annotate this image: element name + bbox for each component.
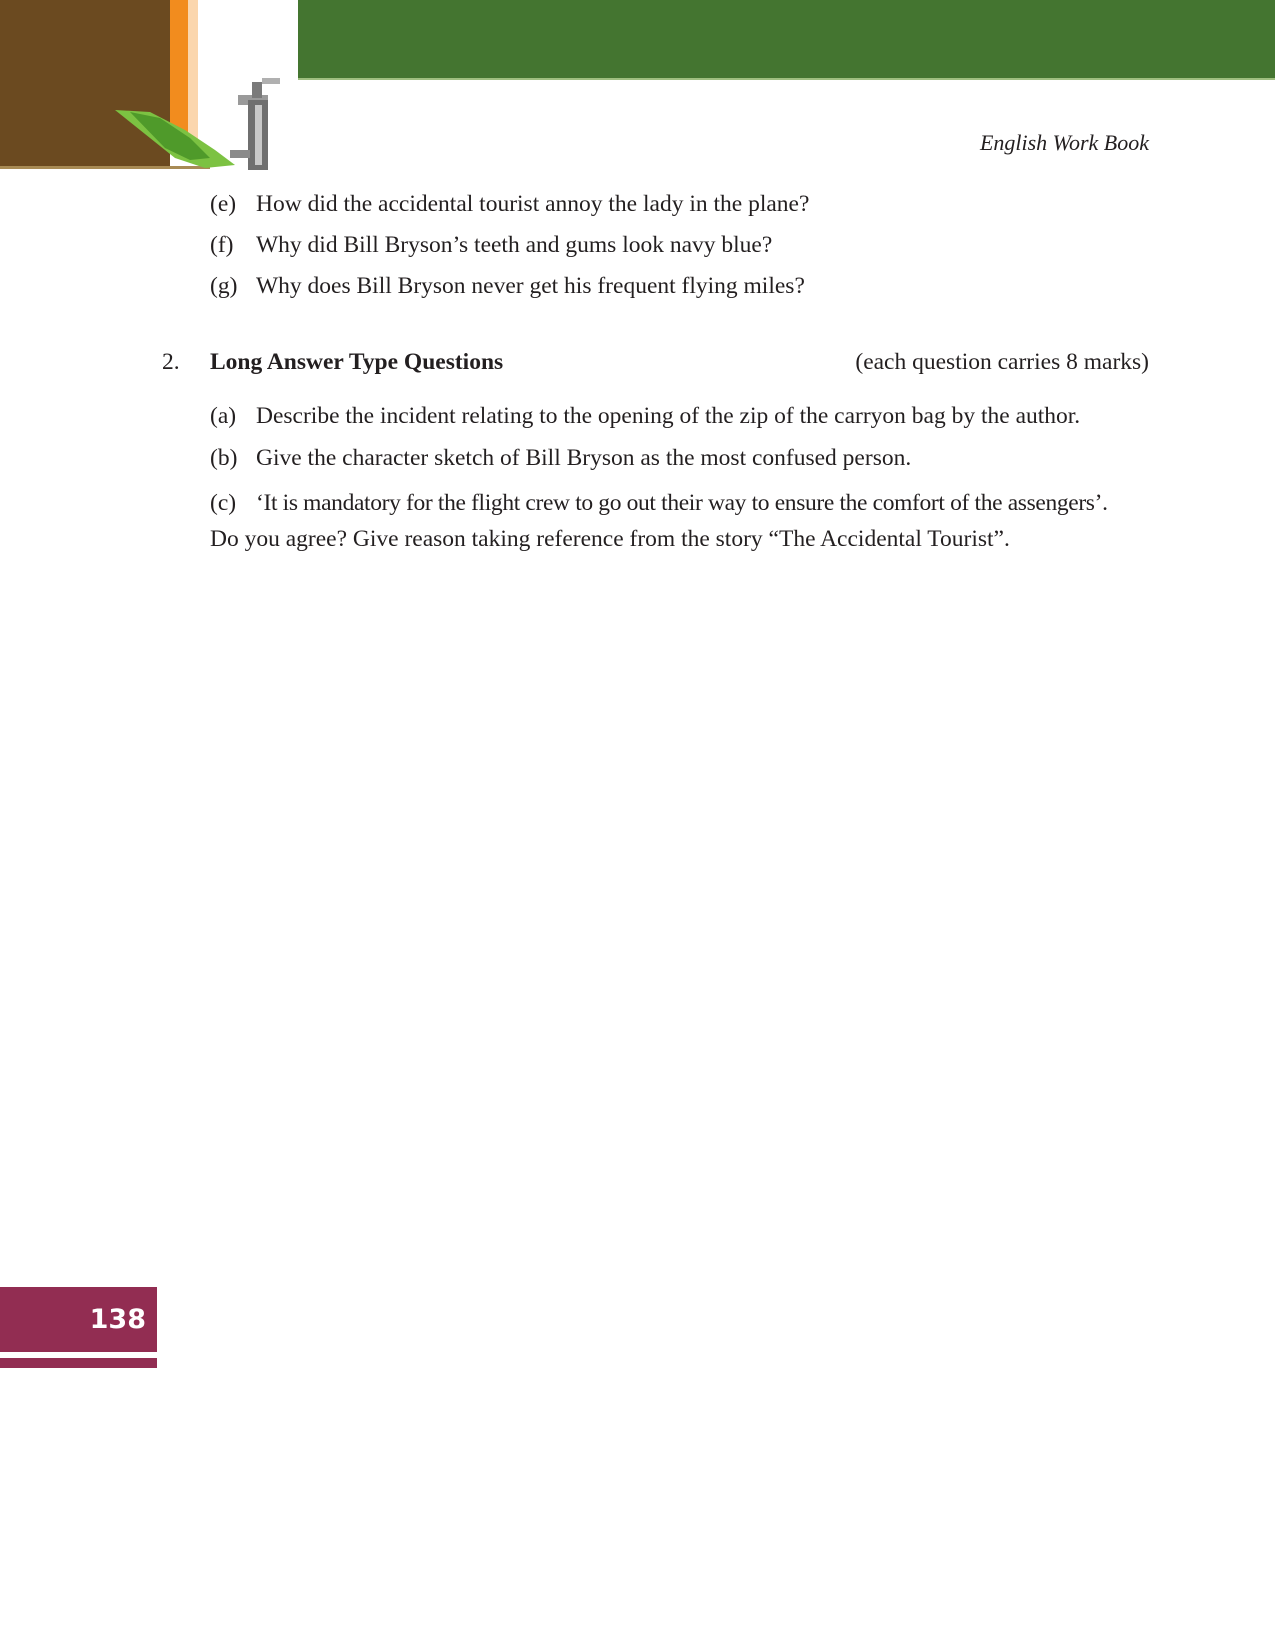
question-text: Describe the incident relating to the opening of the zip of the carryon bag by the author. xyxy=(256,403,1081,429)
page-number: 138 xyxy=(0,1287,157,1352)
question-label: (g) xyxy=(210,273,238,299)
page-number-rule xyxy=(0,1358,157,1368)
question-text: ‘It is mandatory for the flight crew to go out their way to ensure the comfort of the assengers’. xyxy=(256,490,1108,516)
question-text-continued: Do you agree? Give reason taking reference from the story “The Accidental Tourist”. xyxy=(210,526,1010,552)
question-label: (c) xyxy=(210,490,237,516)
section-marks: (each question carries 8 marks) xyxy=(855,349,1149,375)
section-title: Long Answer Type Questions xyxy=(210,349,504,375)
running-head: English Work Book xyxy=(979,130,1149,155)
section-number: 2. xyxy=(162,349,180,375)
question-label: (a) xyxy=(210,403,237,429)
header-band-rule xyxy=(298,78,1275,80)
question-text: Why does Bill Bryson never get his frequent flying miles? xyxy=(256,273,805,299)
question-line xyxy=(210,485,1150,521)
figure-silhouette-icon xyxy=(230,78,280,170)
header-band xyxy=(298,0,1275,78)
question-item xyxy=(210,485,1150,557)
question-text: How did the accidental tourist annoy the lady in the plane? xyxy=(256,191,810,217)
question-text: Give the character sketch of Bill Bryson as the most confused person. xyxy=(256,445,912,471)
question-label: (b) xyxy=(210,445,238,471)
question-label: (e) xyxy=(210,191,237,217)
question-label: (f) xyxy=(210,232,234,258)
question-text: Why did Bill Bryson’s teeth and gums look navy blue? xyxy=(256,232,773,258)
corner-decoration xyxy=(0,0,300,175)
